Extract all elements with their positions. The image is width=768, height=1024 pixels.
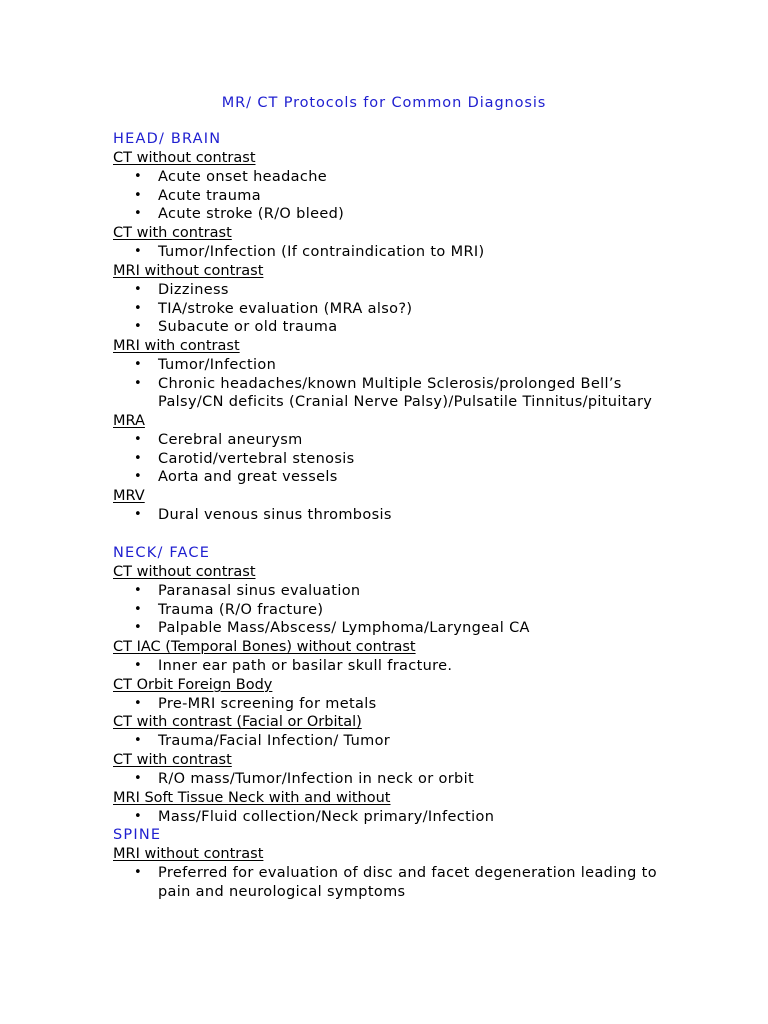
indication-list [113,582,673,638]
bullet-icon: • [134,319,143,335]
section-heading: SPINE [113,827,162,844]
bullet-icon: • [134,169,143,184]
indication-item [113,375,673,412]
indication-item [113,582,673,601]
bullet-icon: • [134,865,143,881]
indication-list [113,506,673,525]
indication-item [113,864,673,901]
indication-item [113,770,673,789]
indication-text: Acute stroke (R/O bleed) [158,206,345,223]
indication-item [113,187,673,206]
bullet-icon: • [134,695,143,711]
indication-item [113,356,673,375]
indication-list [113,243,673,262]
indication-item [113,657,673,676]
indication-item [113,281,673,300]
protocol-subheading: MRV [113,488,145,505]
protocol-subheading: CT Orbit Foreign Body [113,676,273,693]
indication-item [113,205,673,224]
indication-text: Trauma (R/O fracture) [158,601,324,618]
indication-text: Chronic headaches/known Multiple Sclerosis/prolonged Bell’s Palsy/CN deficits (Cranial Nerve Palsy)/Pulsatile Tinnitus/pituitary [158,375,653,411]
protocol-subheading: CT with contrast [113,225,232,242]
protocol-subheading: MRI without contrast [113,846,264,863]
indication-item [113,450,673,469]
indication-text: Cerebral aneurysm [158,432,303,449]
bullet-icon: • [134,507,143,523]
bullet-icon: • [134,620,143,636]
indication-item [113,431,673,450]
indication-text: Inner ear path or basilar skull fracture. [158,657,453,674]
protocol-subheading: MRI Soft Tissue Neck with and without [113,789,391,806]
indication-text: Carotid/vertebral stenosis [158,450,355,467]
bullet-icon: • [134,281,143,297]
indication-item [113,695,673,714]
document-body [113,130,673,902]
indication-list [113,356,673,412]
indication-list [113,808,673,827]
indication-item [113,506,673,525]
bullet-icon: • [134,244,143,260]
protocol-subheading: MRA [113,413,145,430]
indication-item [113,168,673,187]
bullet-icon: • [134,657,143,673]
indication-text: Subacute or old trauma [158,319,338,336]
indication-list [113,732,673,751]
indication-list [113,695,673,714]
bullet-icon: • [134,733,143,749]
indication-text: Dizziness [158,281,229,298]
indication-text: Tumor/Infection [158,356,277,373]
indication-list [113,770,673,789]
bullet-icon: • [134,300,143,316]
section-heading: HEAD/ BRAIN [113,131,222,147]
protocol-subheading: CT IAC (Temporal Bones) without contrast [113,638,416,655]
bullet-icon: • [134,808,143,824]
protocol-subheading: CT with contrast (Facial or Orbital) [113,714,362,731]
indication-text: TIA/stroke evaluation (MRA also?) [158,300,413,317]
indication-list [113,431,673,487]
indication-list [113,864,673,901]
protocol-subheading: CT with contrast [113,752,232,769]
indication-list [113,168,673,224]
protocol-subheading: MRI without contrast [113,262,264,279]
bullet-icon: • [134,375,143,391]
indication-list [113,281,673,337]
indication-text: R/O mass/Tumor/Infection in neck or orbit [158,771,474,788]
protocol-subheading: CT without contrast [113,150,256,166]
indication-item [113,601,673,620]
bullet-icon: • [134,582,143,598]
indication-text: Paranasal sinus evaluation [158,582,361,599]
indication-text: Aorta and great vessels [158,469,338,486]
bullet-icon: • [134,601,143,617]
indication-text: Trauma/Facial Infection/ Tumor [158,733,391,750]
bullet-icon: • [134,206,143,222]
bullet-icon: • [134,356,143,372]
indication-text: Mass/Fluid collection/Neck primary/Infection [158,808,495,825]
document-title: MR/ CT Protocols for Common Diagnosis [221,95,547,111]
bullet-icon: • [134,469,143,485]
indication-text: Tumor/Infection (If contraindication to MRI) [158,244,485,261]
bullet-icon: • [134,432,143,448]
bullet-icon: • [134,450,143,466]
bullet-icon: • [134,187,143,203]
bullet-icon: • [134,771,143,787]
indication-text: Pre-MRI screening for metals [158,695,377,712]
section-heading: NECK/ FACE [113,544,211,561]
indication-item [113,808,673,827]
indication-item [113,300,673,319]
indication-text: Acute trauma [158,187,261,204]
indication-text: Acute onset headache [158,169,328,185]
protocol-subheading: MRI with contrast [113,337,240,354]
indication-text: Dural venous sinus thrombosis [158,507,392,524]
indication-text: Palpable Mass/Abscess/ Lymphoma/Laryngeal CA [158,620,530,637]
indication-item [113,619,673,638]
indication-list [113,657,673,676]
indication-text: Preferred for evaluation of disc and facet degeneration leading to pain and neurological symptoms [158,865,657,901]
indication-item [113,468,673,487]
indication-item [113,243,673,262]
indication-item [113,318,673,337]
protocol-subheading: CT without contrast [113,563,256,580]
indication-item [113,732,673,751]
